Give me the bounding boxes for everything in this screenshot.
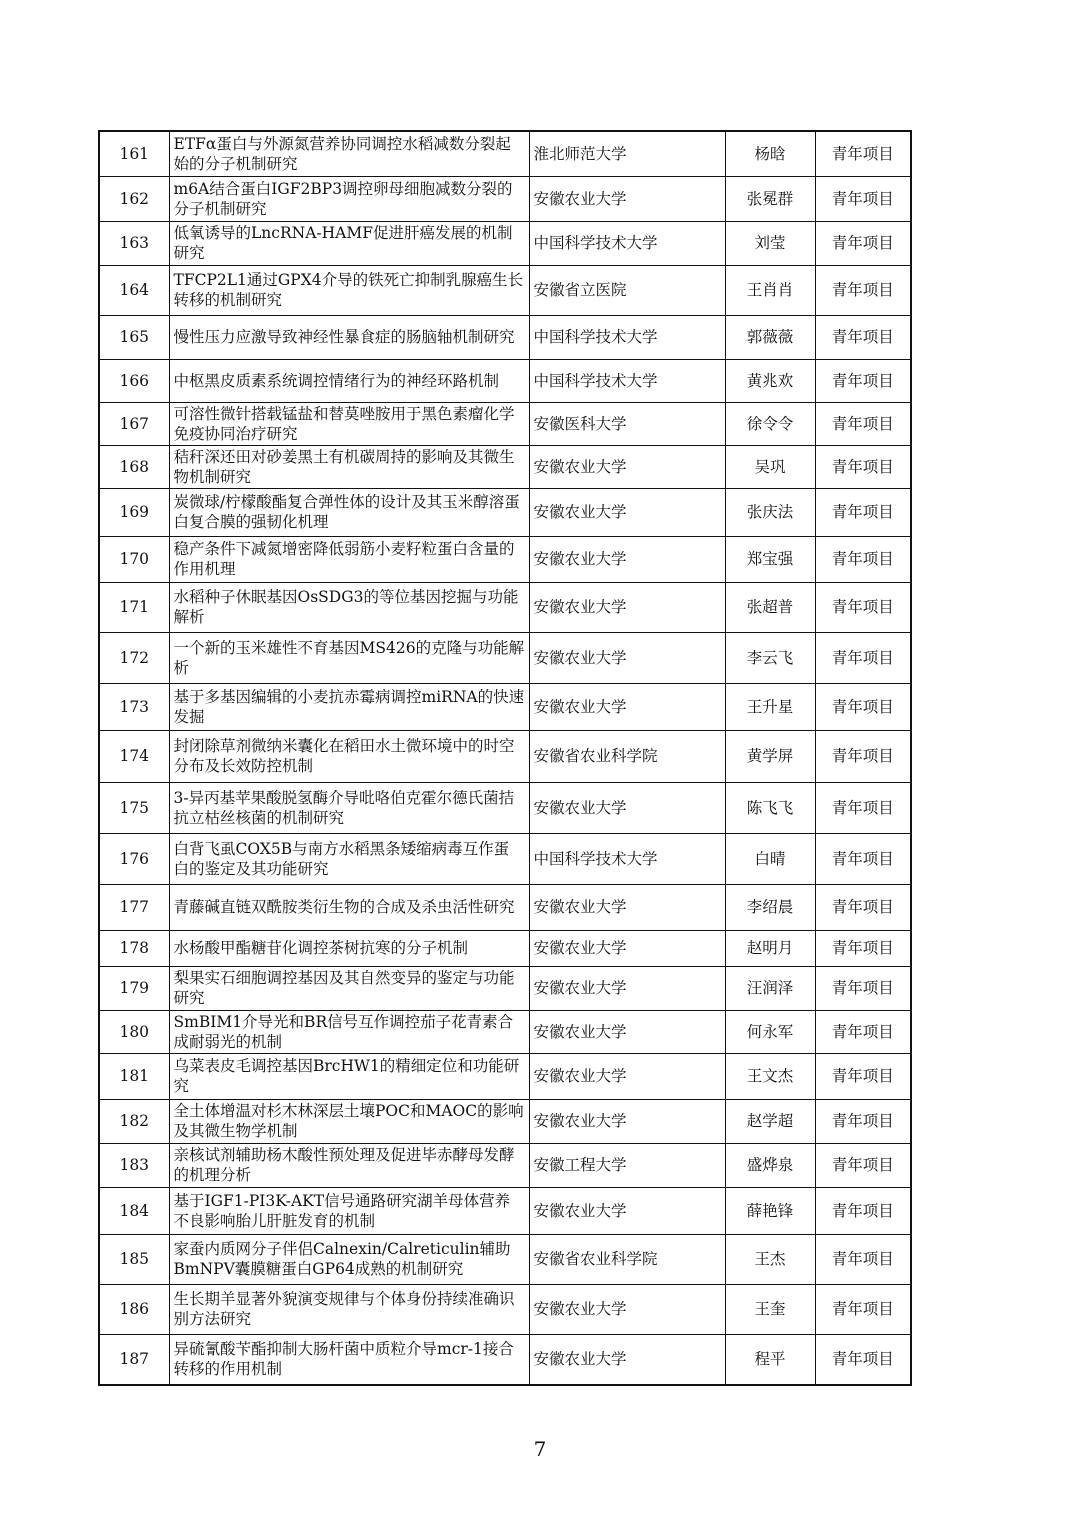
row-number: 186 [99, 1284, 169, 1334]
project-type: 青年项目 [815, 782, 911, 833]
project-title: 水杨酸甲酯糖苷化调控茶树抗寒的分子机制 [169, 930, 529, 966]
principal-investigator: 李云飞 [725, 632, 815, 683]
institution: 中国科学技术大学 [529, 359, 725, 402]
project-type: 青年项目 [815, 1187, 911, 1234]
principal-investigator: 赵学超 [725, 1099, 815, 1143]
project-title: 封闭除草剂微纳米囊化在稻田水土微环境中的时空分布及长效防控机制 [169, 730, 529, 782]
principal-investigator: 张超普 [725, 582, 815, 632]
row-number: 161 [99, 131, 169, 176]
principal-investigator: 郑宝强 [725, 536, 815, 582]
principal-investigator: 徐令令 [725, 402, 815, 445]
project-type: 青年项目 [815, 359, 911, 402]
project-type: 青年项目 [815, 1284, 911, 1334]
institution: 安徽省农业科学院 [529, 730, 725, 782]
row-number: 172 [99, 632, 169, 683]
institution: 安徽工程大学 [529, 1143, 725, 1187]
row-number: 174 [99, 730, 169, 782]
institution: 中国科学技术大学 [529, 315, 725, 359]
row-number: 181 [99, 1053, 169, 1099]
institution: 安徽农业大学 [529, 1284, 725, 1334]
table-row [99, 488, 911, 536]
row-number: 164 [99, 265, 169, 315]
principal-investigator: 薛艳锋 [725, 1187, 815, 1234]
institution: 淮北师范大学 [529, 131, 725, 176]
project-type: 青年项目 [815, 632, 911, 683]
row-number: 175 [99, 782, 169, 833]
table-row [99, 315, 911, 359]
project-type: 青年项目 [815, 1234, 911, 1284]
table-row [99, 1284, 911, 1334]
project-type: 青年项目 [815, 930, 911, 966]
page-number: 7 [533, 1437, 547, 1461]
project-title: 秸秆深还田对砂姜黑土有机碳周持的影响及其微生物机制研究 [169, 445, 529, 488]
project-type: 青年项目 [815, 884, 911, 930]
table-row [99, 930, 911, 966]
table-row [99, 445, 911, 488]
row-number: 162 [99, 176, 169, 221]
row-number: 187 [99, 1334, 169, 1385]
project-title: 生长期羊显著外貌演变规律与个体身份持续准确识别方法研究 [169, 1284, 529, 1334]
principal-investigator: 刘莹 [725, 221, 815, 265]
table-row [99, 1099, 911, 1143]
institution: 安徽农业大学 [529, 632, 725, 683]
project-type: 青年项目 [815, 265, 911, 315]
institution: 安徽农业大学 [529, 445, 725, 488]
project-type: 青年项目 [815, 833, 911, 884]
table-row [99, 131, 911, 176]
table-row [99, 536, 911, 582]
table-row [99, 176, 911, 221]
row-number: 166 [99, 359, 169, 402]
principal-investigator: 杨晗 [725, 131, 815, 176]
institution: 安徽农业大学 [529, 488, 725, 536]
principal-investigator: 赵明月 [725, 930, 815, 966]
principal-investigator: 郭薇薇 [725, 315, 815, 359]
institution: 中国科学技术大学 [529, 221, 725, 265]
principal-investigator: 张冕群 [725, 176, 815, 221]
principal-investigator: 张庆法 [725, 488, 815, 536]
table-row [99, 632, 911, 683]
project-title: ETFα蛋白与外源氮营养协同调控水稻减数分裂起始的分子机制研究 [169, 131, 529, 176]
project-type: 青年项目 [815, 1099, 911, 1143]
project-type: 青年项目 [815, 315, 911, 359]
project-title: SmBIM1介导光和BR信号互作调控茄子花青素合成耐弱光的机制 [169, 1010, 529, 1053]
row-number: 180 [99, 1010, 169, 1053]
project-type: 青年项目 [815, 966, 911, 1010]
principal-investigator: 何永军 [725, 1010, 815, 1053]
project-title: 基于多基因编辑的小麦抗赤霉病调控miRNA的快速发掘 [169, 683, 529, 730]
principal-investigator: 黄兆欢 [725, 359, 815, 402]
institution: 安徽农业大学 [529, 1053, 725, 1099]
table-row [99, 884, 911, 930]
project-type: 青年项目 [815, 730, 911, 782]
project-title: 炭微球/柠檬酸酯复合弹性体的设计及其玉米醇溶蛋白复合膜的强韧化机理 [169, 488, 529, 536]
row-number: 173 [99, 683, 169, 730]
principal-investigator: 王杰 [725, 1234, 815, 1284]
project-title: 水稻种子休眠基因OsSDG3的等位基因挖掘与功能解析 [169, 582, 529, 632]
principal-investigator: 李绍晨 [725, 884, 815, 930]
project-title: 白背飞虱COX5B与南方水稻黑条矮缩病毒互作蛋白的鉴定及其功能研究 [169, 833, 529, 884]
table-row [99, 683, 911, 730]
institution: 安徽农业大学 [529, 1099, 725, 1143]
project-type: 青年项目 [815, 1334, 911, 1385]
project-title: 慢性压力应激导致神经性暴食症的肠脑轴机制研究 [169, 315, 529, 359]
principal-investigator: 王肖肖 [725, 265, 815, 315]
principal-investigator: 白晴 [725, 833, 815, 884]
table-body [99, 131, 911, 1385]
project-title: 青藤碱直链双酰胺类衍生物的合成及杀虫活性研究 [169, 884, 529, 930]
project-type: 青年项目 [815, 582, 911, 632]
table-row [99, 730, 911, 782]
row-number: 183 [99, 1143, 169, 1187]
project-title: 家蚕内质网分子伴侣Calnexin/Calreticulin辅助BmNPV囊膜糖蛋白GP64成熟的机制研究 [169, 1234, 529, 1284]
project-type: 青年项目 [815, 221, 911, 265]
project-type: 青年项目 [815, 1143, 911, 1187]
project-type: 青年项目 [815, 1010, 911, 1053]
table-row [99, 221, 911, 265]
project-title: 可溶性微针搭载锰盐和替莫唑胺用于黑色素瘤化学免疫协同治疗研究 [169, 402, 529, 445]
project-title: 中枢黑皮质素系统调控情绪行为的神经环路机制 [169, 359, 529, 402]
project-type: 青年项目 [815, 402, 911, 445]
project-type: 青年项目 [815, 445, 911, 488]
table-row [99, 582, 911, 632]
table-row [99, 833, 911, 884]
project-title: 乌菜表皮毛调控基因BrcHW1的精细定位和功能研究 [169, 1053, 529, 1099]
row-number: 171 [99, 582, 169, 632]
row-number: 184 [99, 1187, 169, 1234]
principal-investigator: 程平 [725, 1334, 815, 1385]
table-row [99, 1143, 911, 1187]
principal-investigator: 王文杰 [725, 1053, 815, 1099]
principal-investigator: 黄学屏 [725, 730, 815, 782]
table-row [99, 402, 911, 445]
row-number: 179 [99, 966, 169, 1010]
table-row [99, 966, 911, 1010]
project-type: 青年项目 [815, 1053, 911, 1099]
row-number: 177 [99, 884, 169, 930]
row-number: 168 [99, 445, 169, 488]
institution: 安徽农业大学 [529, 930, 725, 966]
project-type: 青年项目 [815, 536, 911, 582]
row-number: 178 [99, 930, 169, 966]
project-title: 梨果实石细胞调控基因及其自然变异的鉴定与功能研究 [169, 966, 529, 1010]
principal-investigator: 王升星 [725, 683, 815, 730]
institution: 安徽农业大学 [529, 782, 725, 833]
project-type: 青年项目 [815, 176, 911, 221]
table-row [99, 1334, 911, 1385]
institution: 安徽省农业科学院 [529, 1234, 725, 1284]
row-number: 169 [99, 488, 169, 536]
project-title: 基于IGF1-PI3K-AKT信号通路研究湖羊母体营养不良影响胎儿肝脏发育的机制 [169, 1187, 529, 1234]
table-row [99, 359, 911, 402]
project-title: 低氧诱导的LncRNA-HAMF促进肝癌发展的机制研究 [169, 221, 529, 265]
project-title: 3-异丙基苹果酸脱氢酶介导吡咯伯克霍尔德氏菌拮抗立枯丝核菌的机制研究 [169, 782, 529, 833]
project-title: 稳产条件下减氮增密降低弱筋小麦籽粒蛋白含量的作用机理 [169, 536, 529, 582]
institution: 安徽农业大学 [529, 966, 725, 1010]
row-number: 163 [99, 221, 169, 265]
institution: 安徽省立医院 [529, 265, 725, 315]
project-type: 青年项目 [815, 131, 911, 176]
institution: 安徽农业大学 [529, 176, 725, 221]
principal-investigator: 王奎 [725, 1284, 815, 1334]
institution: 安徽农业大学 [529, 1334, 725, 1385]
project-type: 青年项目 [815, 683, 911, 730]
principal-investigator: 陈飞飞 [725, 782, 815, 833]
principal-investigator: 盛烨泉 [725, 1143, 815, 1187]
project-table [98, 130, 912, 1386]
project-title: 异硫氰酸苄酯抑制大肠杆菌中质粒介导mcr-1接合转移的作用机制 [169, 1334, 529, 1385]
institution: 安徽农业大学 [529, 1010, 725, 1053]
institution: 中国科学技术大学 [529, 833, 725, 884]
principal-investigator: 汪润泽 [725, 966, 815, 1010]
project-type: 青年项目 [815, 488, 911, 536]
project-title: TFCP2L1通过GPX4介导的铁死亡抑制乳腺癌生长转移的机制研究 [169, 265, 529, 315]
institution: 安徽农业大学 [529, 582, 725, 632]
institution: 安徽农业大学 [529, 884, 725, 930]
project-title: 亲核试剂辅助杨木酸性预处理及促进毕赤酵母发酵的机理分析 [169, 1143, 529, 1187]
table-row [99, 782, 911, 833]
institution: 安徽农业大学 [529, 683, 725, 730]
project-title: 一个新的玉米雄性不育基因MS426的克隆与功能解析 [169, 632, 529, 683]
table-row [99, 1187, 911, 1234]
row-number: 182 [99, 1099, 169, 1143]
row-number: 165 [99, 315, 169, 359]
table-row [99, 265, 911, 315]
row-number: 170 [99, 536, 169, 582]
institution: 安徽农业大学 [529, 536, 725, 582]
table-row [99, 1234, 911, 1284]
table-row [99, 1053, 911, 1099]
row-number: 167 [99, 402, 169, 445]
project-title: m6A结合蛋白IGF2BP3调控卵母细胞减数分裂的分子机制研究 [169, 176, 529, 221]
row-number: 185 [99, 1234, 169, 1284]
institution: 安徽农业大学 [529, 1187, 725, 1234]
table-row [99, 1010, 911, 1053]
row-number: 176 [99, 833, 169, 884]
institution: 安徽医科大学 [529, 402, 725, 445]
project-title: 全土体增温对杉木林深层土壤POC和MAOC的影响及其微生物学机制 [169, 1099, 529, 1143]
principal-investigator: 吴巩 [725, 445, 815, 488]
